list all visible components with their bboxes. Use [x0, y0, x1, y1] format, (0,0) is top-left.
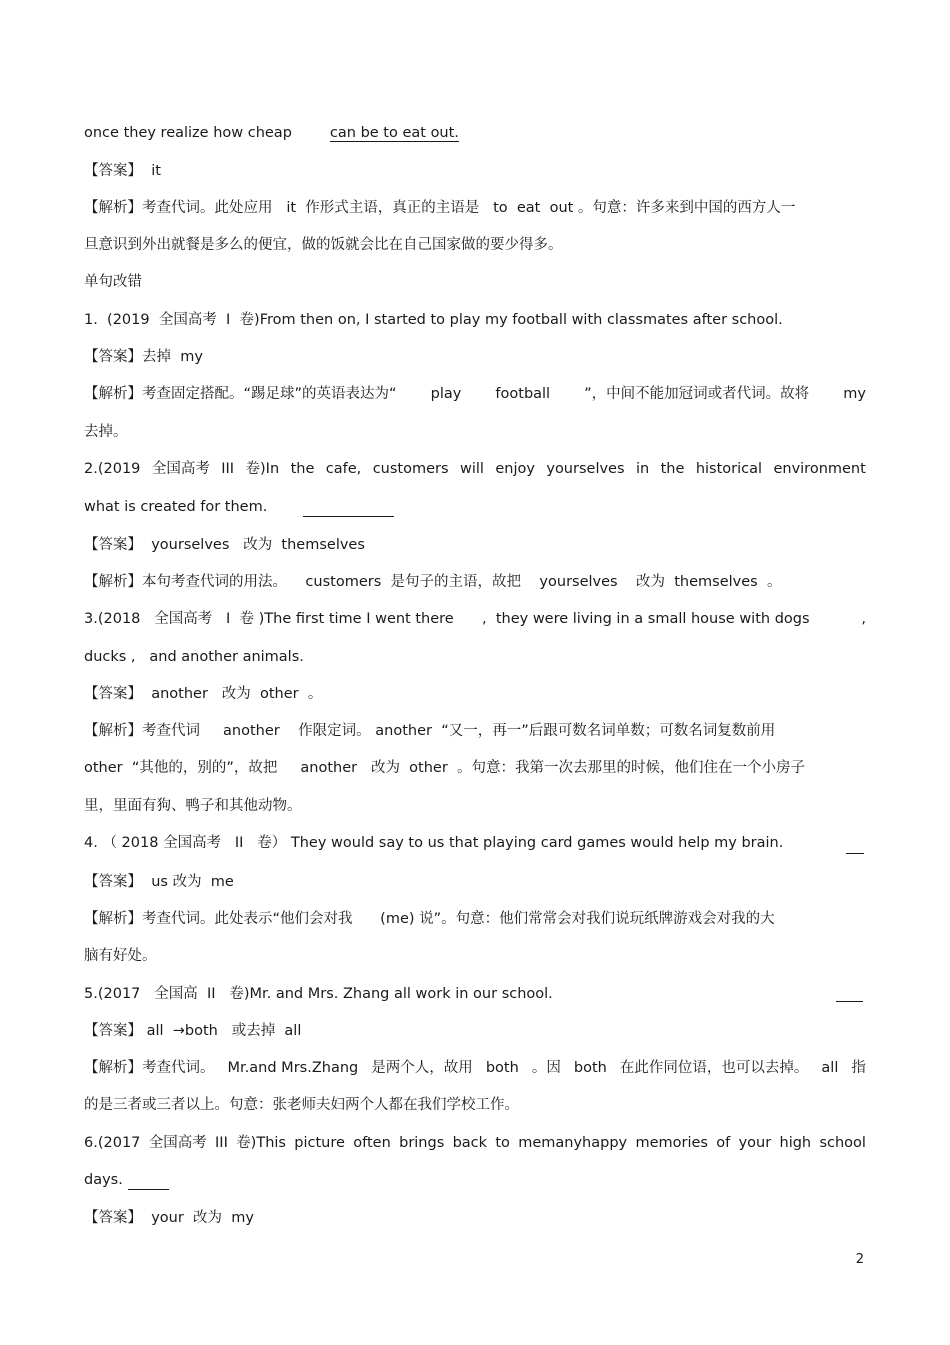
answer-line: 【答案】 another 改为 other 。	[84, 686, 323, 702]
text-segment: to	[495, 1135, 510, 1151]
answer-line: 【答案】去掉 my	[84, 349, 203, 365]
analysis-line	[84, 1058, 866, 1078]
text-segment: my	[843, 386, 866, 402]
text-segment: your	[738, 1135, 772, 1151]
text-segment: back	[452, 1135, 488, 1151]
text-segment: Mr.and Mrs.Zhang	[227, 1060, 359, 1076]
text-segment: brings	[399, 1135, 445, 1151]
answer-line: 【答案】 your 改为 my	[84, 1210, 254, 1226]
text-segment: 【解析】考查代词。	[84, 1060, 215, 1076]
analysis-line: 去掉。	[84, 424, 128, 440]
text-segment: 全国高考	[151, 461, 210, 477]
text-segment: yourselves	[546, 461, 625, 477]
analysis-line: 里，里面有狗、鸭子和其他动物。	[84, 798, 302, 814]
analysis-line: 【解析】考查代词 another 作限定词。 another “又一，再一”后跟可数名词单数；可数名词复数前用	[84, 723, 776, 739]
text-segment: school	[819, 1135, 866, 1151]
answer-line: 【答案】 yourselves 改为 themselves	[84, 537, 365, 553]
analysis-line: 【解析】考查代词。此处表示“他们会对我 (me) 说”。句意：他们常常会对我们说玩纸牌游戏会对我的大	[84, 911, 775, 927]
answer-blank	[836, 1001, 863, 1002]
text-segment: play	[430, 386, 462, 402]
question-line	[84, 459, 866, 479]
text-segment: 2.(2019	[84, 461, 141, 477]
text-segment: of	[716, 1135, 731, 1151]
text-segment: will	[459, 461, 484, 477]
analysis-line: 【解析】本句考查代词的用法。 customers 是句子的主语，故把 yourselves 改为 themselves 。	[84, 574, 782, 590]
question-line: what is created for them.	[84, 499, 268, 515]
question-line: ducks , and another animals.	[84, 649, 304, 665]
text-segment: memories	[635, 1135, 708, 1151]
text-segment: high	[779, 1135, 812, 1151]
text-segment: both	[573, 1060, 607, 1076]
text-segment: cafe,	[325, 461, 362, 477]
text-segment: 是两个人，故用	[371, 1060, 473, 1076]
text-segment: football	[495, 386, 551, 402]
text-segment: ”，中间不能加冠词或者代词。故将	[584, 386, 810, 402]
text-segment: both	[485, 1060, 519, 1076]
text-segment: 在此作同位语，也可以去掉。	[619, 1060, 809, 1076]
text-segment: ,	[861, 611, 866, 627]
text-segment: environment	[773, 461, 866, 477]
text-segment: in	[635, 461, 650, 477]
question-line	[84, 609, 866, 629]
text-segment: once they realize how cheap	[84, 125, 292, 141]
text-segment: memanyhappy	[518, 1135, 628, 1151]
section-heading: 单句改错	[84, 274, 142, 290]
text-segment: 全国高考	[148, 1135, 207, 1151]
answer-blank	[846, 853, 864, 854]
text-segment: the	[290, 461, 315, 477]
answer-blank	[303, 516, 394, 517]
text-segment: 3.(2018 全国高考 I 卷 )The first time I went there	[84, 611, 454, 627]
text-segment: the	[660, 461, 685, 477]
text-segment: III	[215, 1135, 228, 1151]
analysis-line: 脑有好处。	[84, 948, 157, 964]
analysis-line: other “其他的，别的”，故把 another 改为 other 。句意：我第一次去那里的时候，他们住在一个小房子	[84, 760, 806, 776]
analysis-line: 旦意识到外出就餐是多么的便宜，做的饭就会比在自己国家做的要少得多。	[84, 237, 563, 253]
analysis-line: 的是三者或三者以上。句意：张老师夫妇两个人都在我们学校工作。	[84, 1097, 519, 1113]
question-line: days.	[84, 1172, 123, 1188]
text-segment: often	[353, 1135, 391, 1151]
page-number: 2	[855, 1252, 864, 1267]
question-line: 1. (2019 全国高考 I 卷)From then on, I started to play my football with classmates after school.	[84, 312, 783, 328]
text-segment: , they were living in a small house with dogs	[482, 611, 810, 627]
text-segment: historical	[695, 461, 763, 477]
text-segment: picture	[294, 1135, 345, 1151]
text-segment: 6.(2017	[84, 1135, 141, 1151]
text-segment: 卷)This	[236, 1135, 286, 1151]
answer-line: 【答案】 all →both 或去掉 all	[84, 1023, 302, 1039]
question-line: 4. （ 2018 全国高考 II 卷） They would say to us that playing card games would help my brain.	[84, 835, 784, 851]
text-segment: III	[221, 461, 235, 477]
text-segment: 。因	[531, 1060, 561, 1076]
text-segment: enjoy	[495, 461, 535, 477]
analysis-line: 【解析】考查代词。此处应用 it 作形式主语，真正的主语是 to eat out 。句意：许多来到中国的西方人一	[84, 200, 796, 216]
analysis-line	[84, 384, 866, 404]
text-segment: customers	[372, 461, 449, 477]
question-line	[84, 1133, 866, 1153]
question-line: 5.(2017 全国高 II 卷)Mr. and Mrs. Zhang all work in our school.	[84, 986, 553, 1002]
answer-line: 【答案】 it	[84, 163, 161, 179]
text-line	[84, 123, 866, 143]
text-segment: 【解析】考查固定搭配。“踢足球”的英语表达为“	[84, 386, 397, 402]
answer-blank	[128, 1189, 169, 1190]
underlined-answer-text: can be to eat out.	[329, 125, 459, 141]
text-segment: all	[821, 1060, 839, 1076]
answer-line: 【答案】 us 改为 me	[84, 874, 234, 890]
text-segment: 卷)In	[245, 461, 280, 477]
text-segment: 指	[851, 1060, 866, 1076]
